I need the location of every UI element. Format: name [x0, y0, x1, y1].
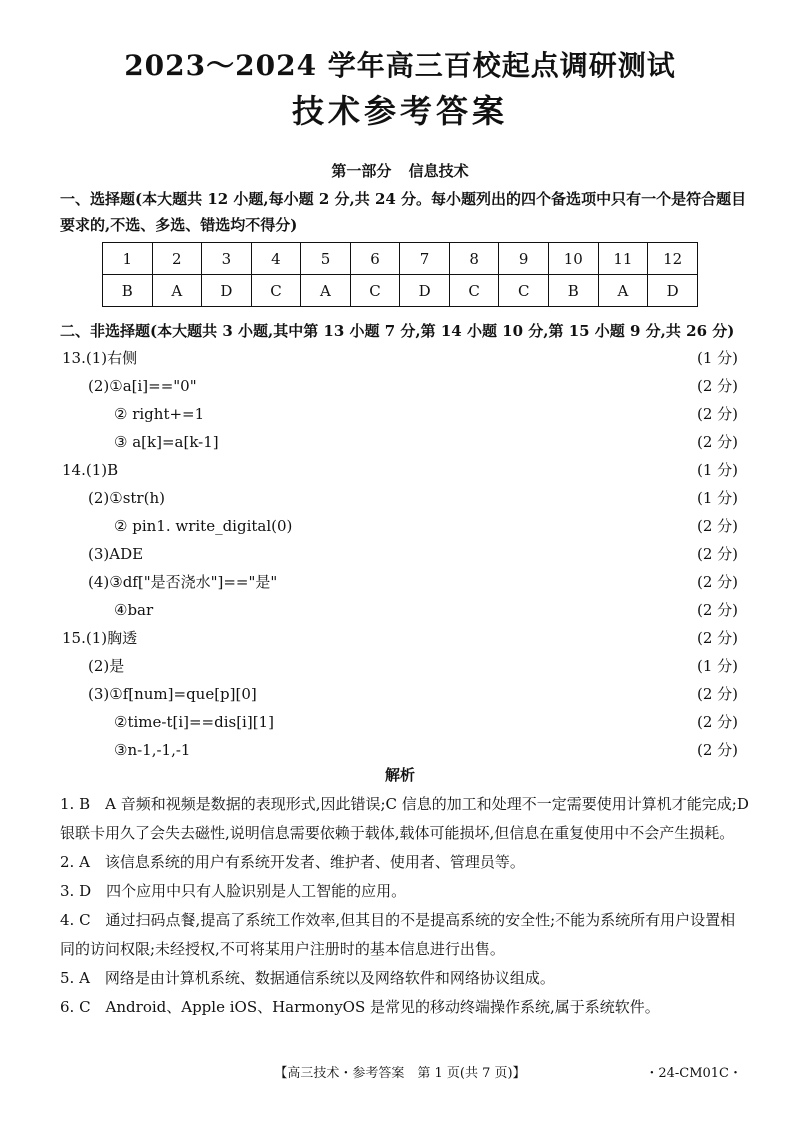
answer-row — [0, 568, 800, 596]
analysis-item: 4. C 通过扫码点餐,提高了系统工作效率,但其目的不是提高系统的安全性;不能为系统所有用户设置相同的访问权限;未经授权,不可将某用户注册时的基本信息进行出售。 — [60, 911, 736, 958]
answer-score: (1 分) — [696, 461, 738, 479]
answer-row — [0, 652, 800, 680]
answer-table-answers-row — [103, 275, 698, 307]
answer-text: 13.(1)右侧 — [62, 349, 138, 367]
part-name: 信息技术 — [408, 162, 469, 180]
section2-heading: 二、非选择题(本大题共 3 小题,其中第 13 小题 7 分,第 14 小题 10 分,第 15 小题 9 分,共 26 分) — [60, 322, 735, 340]
answer-text: (2)是 — [88, 657, 125, 675]
answer-text: (3)ADE — [88, 545, 144, 563]
question-number: 6 — [350, 243, 400, 275]
footer-code: ・24-CM01C・ — [645, 1066, 742, 1081]
answer-row — [0, 596, 800, 624]
answer-cell: C — [499, 275, 549, 307]
question-number: 10 — [548, 243, 598, 275]
answer-text: ② pin1. write_digital(0) — [114, 517, 293, 535]
question-number: 12 — [648, 243, 698, 275]
answer-cell: C — [251, 275, 301, 307]
analysis-item: 2. A 该信息系统的用户有系统开发者、维护者、使用者、管理员等。 — [60, 853, 525, 871]
answer-table — [102, 242, 698, 307]
answer-row — [0, 428, 800, 456]
answer-cell: C — [449, 275, 499, 307]
answer-text: (3)①f[num]=que[p][0] — [88, 685, 257, 703]
answer-score: (2 分) — [696, 629, 738, 647]
analysis-list — [60, 790, 750, 1022]
answer-row — [0, 736, 800, 764]
answer-cell: B — [103, 275, 153, 307]
analysis-heading: 解析 — [384, 766, 415, 784]
answer-score: (2 分) — [696, 377, 738, 395]
question-number: 2 — [152, 243, 202, 275]
answer-row — [0, 540, 800, 568]
answer-score: (2 分) — [696, 601, 738, 619]
answer-list — [0, 344, 800, 764]
answer-cell: D — [202, 275, 252, 307]
answer-text: 15.(1)胸透 — [62, 629, 138, 647]
answer-score: (2 分) — [696, 545, 738, 563]
answer-row — [0, 344, 800, 372]
answer-text: ④bar — [114, 601, 154, 619]
answer-text: ② right+=1 — [114, 405, 205, 423]
question-number: 9 — [499, 243, 549, 275]
answer-row — [0, 400, 800, 428]
answer-row — [0, 372, 800, 400]
analysis-item: 5. A 网络是由计算机系统、数据通信系统以及网络软件和网络协议组成。 — [60, 969, 555, 987]
answer-text: (4)③df["是否浇水"]=="是" — [88, 573, 278, 591]
answer-score: (2 分) — [696, 573, 738, 591]
answer-score: (2 分) — [696, 713, 738, 731]
question-number: 4 — [251, 243, 301, 275]
question-number: 7 — [400, 243, 450, 275]
answer-row — [0, 680, 800, 708]
answer-text: ③n-1,-1,-1 — [114, 741, 191, 759]
answer-score: (1 分) — [696, 489, 738, 507]
footer-page-info: 【高三技术・参考答案 第 1 页(共 7 页)】 — [274, 1066, 526, 1081]
answer-score: (2 分) — [696, 405, 738, 423]
answer-table-numbers-row — [103, 243, 698, 275]
document-subtitle: 技术参考答案 — [291, 92, 508, 130]
answer-cell: A — [152, 275, 202, 307]
answer-score: (2 分) — [696, 685, 738, 703]
answer-cell: B — [548, 275, 598, 307]
analysis-item: 3. D 四个应用中只有人脸识别是人工智能的应用。 — [60, 882, 407, 900]
answer-row — [0, 512, 800, 540]
answer-row — [0, 708, 800, 736]
answer-row — [0, 484, 800, 512]
answer-cell: D — [648, 275, 698, 307]
question-number: 1 — [103, 243, 153, 275]
answer-score: (2 分) — [696, 741, 738, 759]
part-one-heading — [0, 160, 800, 181]
exam-title: 2023～2024 学年高三百校起点调研测试 — [124, 49, 676, 82]
answer-cell: A — [301, 275, 351, 307]
answer-text: 14.(1)B — [62, 461, 119, 479]
answer-text: ③ a[k]=a[k-1] — [114, 433, 219, 451]
answer-score: (2 分) — [696, 433, 738, 451]
question-number: 11 — [598, 243, 648, 275]
answer-score: (2 分) — [696, 517, 738, 535]
answer-text: (2)①str(h) — [88, 489, 165, 507]
answer-cell: A — [598, 275, 648, 307]
question-number: 5 — [301, 243, 351, 275]
answer-score: (1 分) — [696, 349, 738, 367]
answer-cell: C — [350, 275, 400, 307]
answer-text: ②time-t[i]==dis[i][1] — [114, 713, 274, 731]
answer-text: (2)①a[i]=="0" — [88, 377, 197, 395]
answer-row — [0, 456, 800, 484]
analysis-item: 6. C Android、Apple iOS、HarmonyOS 是常见的移动终端操作系统,属于系统软件。 — [60, 998, 660, 1016]
answer-score: (1 分) — [696, 657, 738, 675]
question-number: 8 — [449, 243, 499, 275]
answer-cell: D — [400, 275, 450, 307]
section1-heading: 一、选择题(本大题共 12 小题,每小题 2 分,共 24 分。每小题列出的四个备选项中只有一个是符合题目要求的,不选、多选、错选均不得分) — [60, 190, 747, 234]
question-number: 3 — [202, 243, 252, 275]
answer-row — [0, 624, 800, 652]
part-label: 第一部分 — [331, 162, 392, 180]
analysis-item: 1. B A 音频和视频是数据的表现形式,因此错误;C 信息的加工和处理不一定需要使用计算机才能完成;D 银联卡用久了会失去磁性,说明信息需要依赖于载体,载体可能损坏,但信息在重复使用中不会产生损耗。 — [60, 795, 749, 842]
